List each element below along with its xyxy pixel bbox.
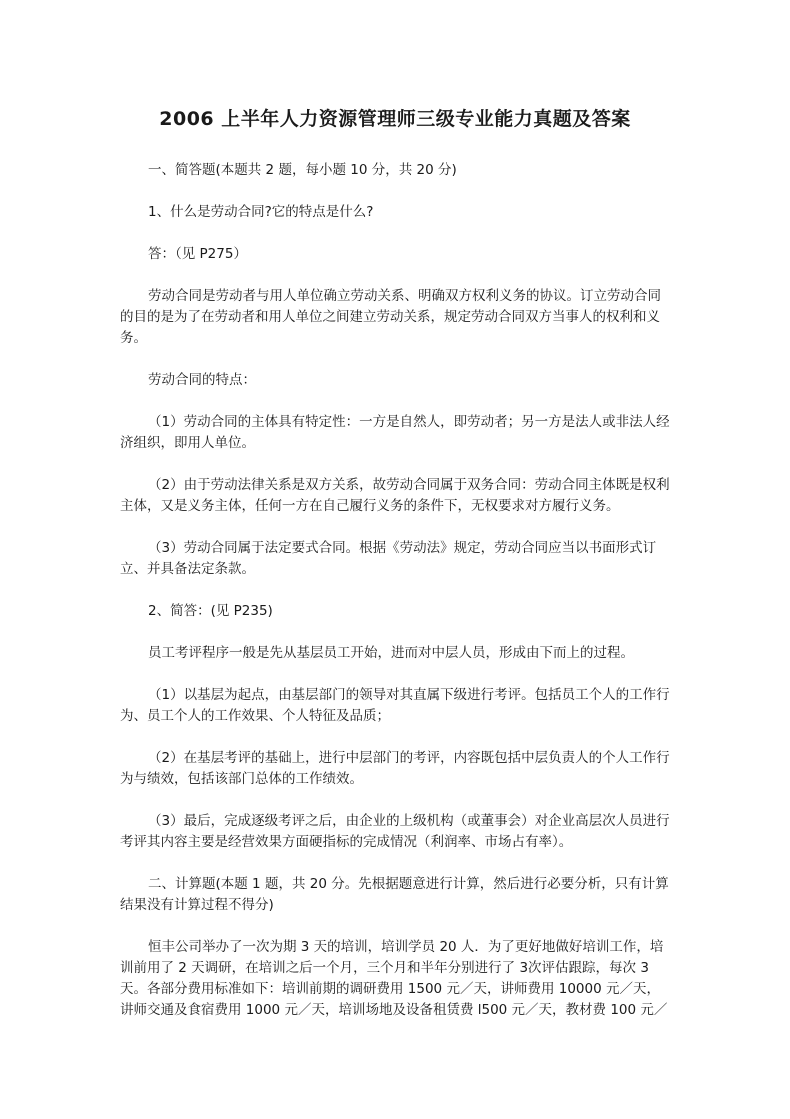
question-2: 2、简答：(见 P235) xyxy=(148,603,273,619)
section-heading-calculation: 二、计算题(本题 1 题，共 20 分。先根据题意进行计算，然后进行必要分析，只有计算结果没有计算过程不得分) xyxy=(120,876,669,913)
paragraph-feature-1: （1）劳动合同的主体具有特定性：一方是自然人，即劳动者；另一方是法人或非法人经济组织，即用人单位。 xyxy=(120,414,670,451)
paragraph-appraisal-step-3: （3）最后，完成逐级考评之后，由企业的上级机构（或董事会）对企业高层次人员进行考评其内容主要是经营效果方面硬指标的完成情况（利润率、市场占有率）。 xyxy=(120,813,670,850)
answer-1-reference: 答：（见 P275） xyxy=(148,246,247,262)
paragraph-contract-definition: 劳动合同是劳动者与用人单位确立劳动关系、明确双方权利义务的协议。订立劳动合同的目的是为了在劳动者和用人单位之间建立劳动关系，规定劳动合同双方当事人的权利和义务。 xyxy=(120,288,661,346)
paragraph-calculation-problem: 恒丰公司举办了一次为期 3 天的培训，培训学员 20 人．为了更好地做好培训工作，培训前用了 2 天调研，在培训之后一个月，三个月和半年分别进行了 3次评估跟踪，每次 3 天。各部分费用标准如下：培训前期的调研费用 1500 元／天，讲师费用 10000 元／天，讲师交通及食宿费用 1000 元／天，培训场地及设备租赁费 l500 元／天，教材费 100 元／ xyxy=(120,939,668,1018)
paragraph-feature-2: （2）由于劳动法律关系是双方关系，故劳动合同属于双务合同：劳动合同主体既是权利主体，又是义务主体，任何一方在自己履行义务的条件下，无权要求对方履行义务。 xyxy=(120,477,670,514)
paragraph-appraisal-step-2: （2）在基层考评的基础上，进行中层部门的考评，内容既包括中层负责人的个人工作行为与绩效，包括该部门总体的工作绩效。 xyxy=(120,750,670,787)
question-1: 1、什么是劳动合同?它的特点是什么? xyxy=(148,204,374,220)
paragraph-feature-3: （3）劳动合同属于法定要式合同。根据《劳动法》规定，劳动合同应当以书面形式订立、并具备法定条款。 xyxy=(120,540,657,577)
paragraph-contract-features-heading: 劳动合同的特点： xyxy=(148,372,256,388)
paragraph-appraisal-process: 员工考评程序一般是先从基层员工开始，进而对中层人员，形成由下而上的过程。 xyxy=(148,645,634,661)
section-heading-short-answer: 一、简答题(本题共 2 题，每小题 10 分，共 20 分) xyxy=(148,162,457,178)
paragraph-appraisal-step-1: （1）以基层为起点，由基层部门的领导对其直属下级进行考评。包括员工个人的工作行为、员工个人的工作效果、个人特征及品质； xyxy=(120,687,670,724)
document-title: 2006 上半年人力资源管理师三级专业能力真题及答案 xyxy=(159,108,631,130)
